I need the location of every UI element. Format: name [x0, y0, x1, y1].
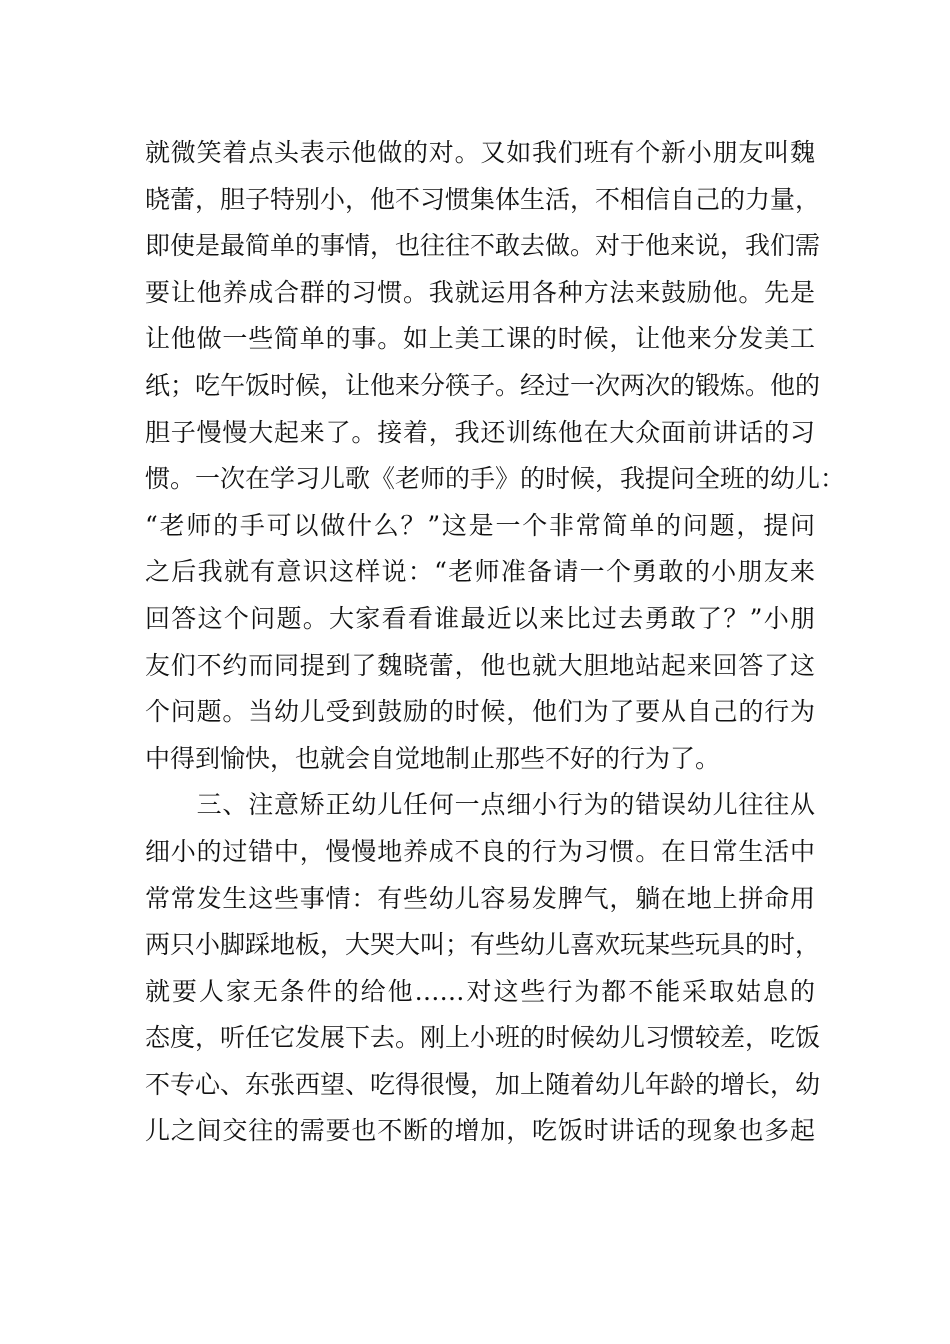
text-line: 要让他养成合群的习惯。我就运用各种方法来鼓励他。先是 — [145, 277, 815, 307]
text-line: 友们不约而同提到了魏晓蕾，他也就大胆地站起来回答了这 — [145, 650, 815, 680]
text-line: 胆子慢慢大起来了。接着，我还训练他在大众面前讲话的习 — [145, 417, 815, 447]
text-line: 之后我就有意识这样说：“老师准备请一个勇敢的小朋友来 — [145, 557, 815, 587]
text-line: 让他做一些简单的事。如上美工课的时候，让他来分发美工 — [145, 324, 815, 354]
text-line: 常常发生这些事情：有些幼儿容易发脾气，躺在地上拼命用 — [145, 883, 815, 913]
text-line: 晓蕾，胆子特别小，他不习惯集体生活，不相信自己的力量， — [145, 184, 821, 214]
text-line: 就微笑着点头表示他做的对。又如我们班有个新小朋友叫魏 — [145, 138, 815, 167]
body-text — [145, 130, 846, 1155]
text-line: 态度，听任它发展下去。刚上小班的时候幼儿习惯较差，吃饭 — [145, 1023, 821, 1053]
text-line: 就要人家无条件的给他……对这些行为都不能采取姑息的 — [145, 976, 815, 1006]
text-line: 纸；吃午饭时候，让他来分筷子。经过一次两次的锻炼。他的 — [145, 370, 821, 400]
text-line: 回答这个问题。大家看看谁最近以来比过去勇敢了？”小朋 — [145, 603, 815, 633]
text-line: 中得到愉快，也就会自觉地制止那些不好的行为了。 — [145, 743, 721, 773]
text-line: “老师的手可以做什么？”这是一个非常简单的问题，提问 — [145, 510, 815, 540]
text-line: 个问题。当幼儿受到鼓励的时候，他们为了要从自己的行为 — [145, 697, 815, 727]
text-line: 不专心、东张西望、吃得很慢，加上随着幼儿年龄的增长，幼 — [145, 1069, 821, 1099]
text-line: 细小的过错中，慢慢地养成不良的行为习惯。在日常生活中 — [145, 836, 815, 866]
text-line: 两只小脚踩地板，大哭大叫；有些幼儿喜欢玩某些玩具的时， — [145, 930, 821, 960]
text-line: 惯。一次在学习儿歌《老师的手》的时候，我提问全班的幼儿： — [145, 464, 846, 494]
text-line: 儿之间交往的需要也不断的增加，吃饭时讲话的现象也多起 — [145, 1116, 815, 1146]
text-line: 即使是最简单的事情，也往往不敢去做。对于他来说，我们需 — [145, 231, 821, 261]
paragraph-start-line: 三、注意矫正幼儿任何一点细小行为的错误幼儿往往从 — [145, 790, 815, 820]
